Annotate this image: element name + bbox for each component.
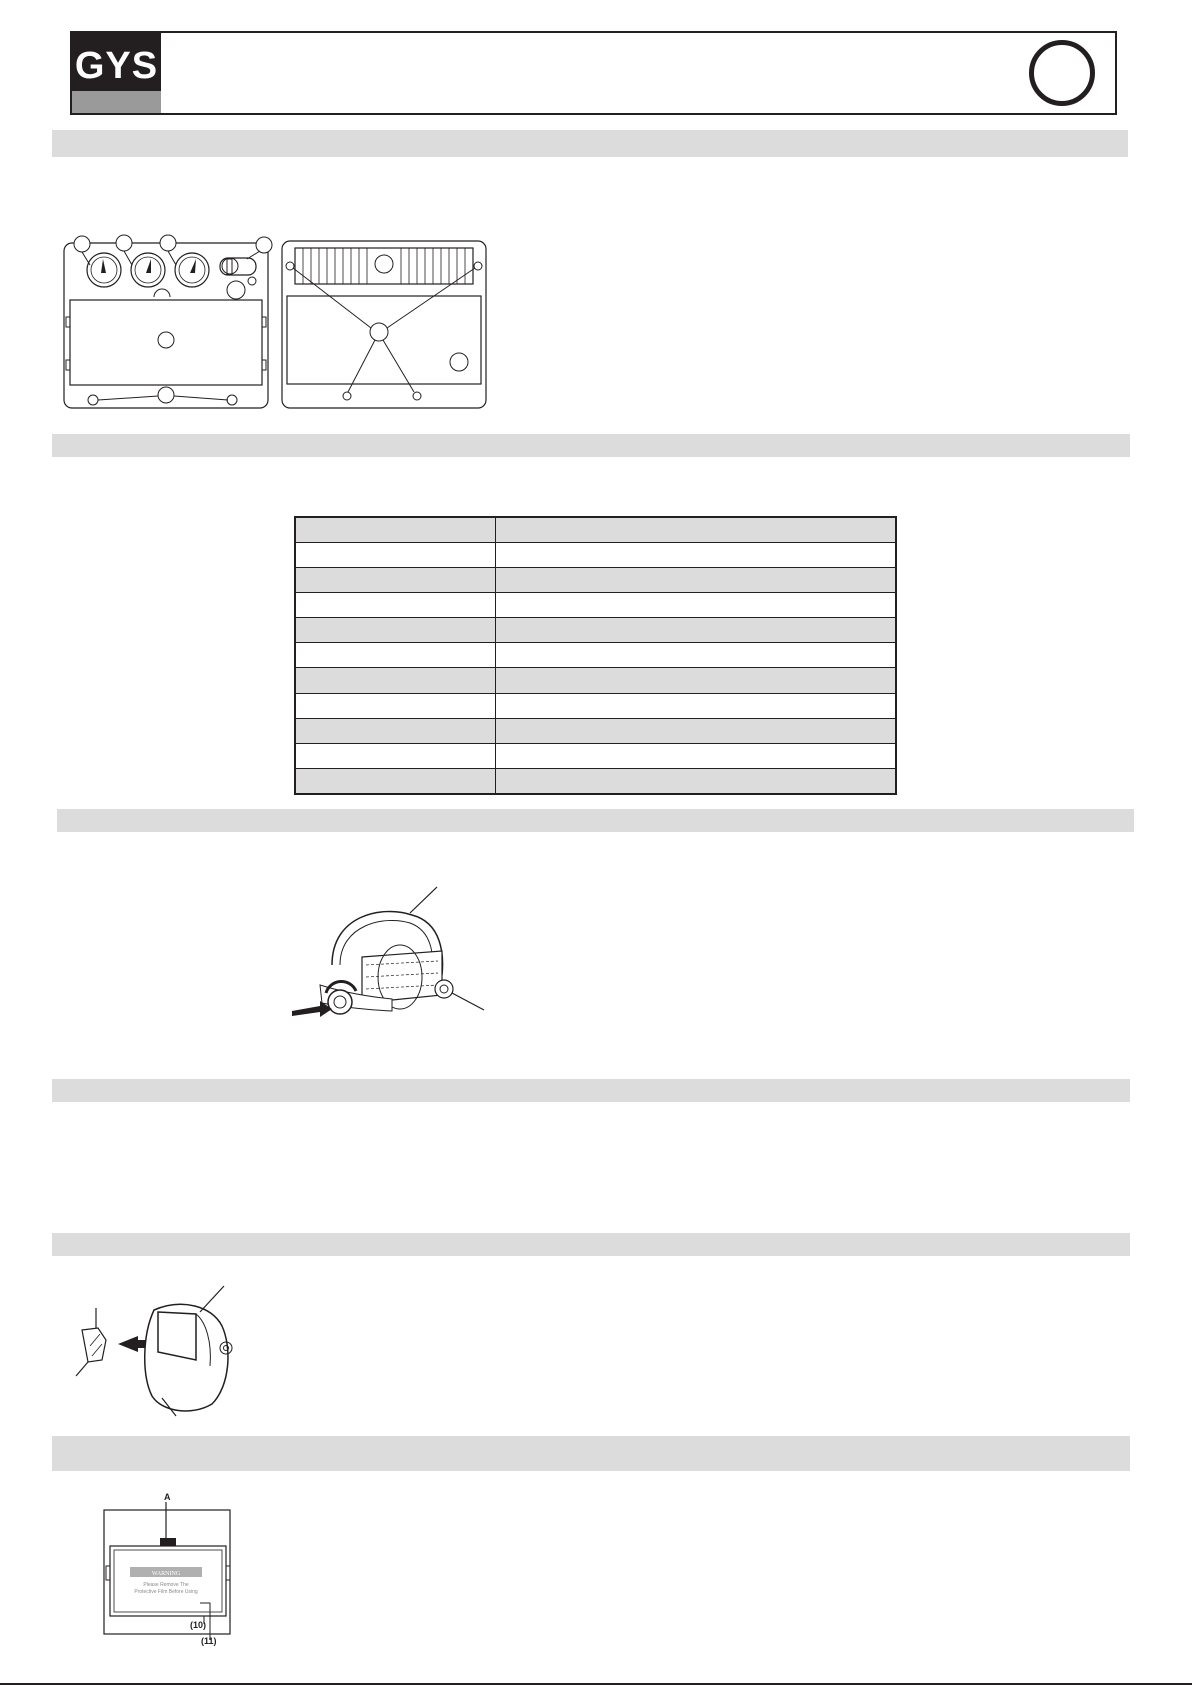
language-badge-circle — [1029, 40, 1095, 106]
replacement-panel-diagram — [100, 1490, 250, 1650]
table-cell — [295, 768, 496, 794]
table-row — [295, 668, 896, 693]
table-cell — [496, 718, 897, 743]
section-band-4 — [52, 1079, 1130, 1102]
table-cell — [295, 593, 496, 618]
warning-line-2: Protective Film Before Using — [134, 1589, 198, 1595]
table-row — [295, 643, 896, 668]
table-row — [295, 718, 896, 743]
table-cell — [496, 543, 897, 568]
table-cell — [295, 743, 496, 768]
section-band-2 — [52, 434, 1130, 457]
table-cell — [295, 517, 496, 543]
table-cell — [496, 517, 897, 543]
section-band-1 — [52, 130, 1128, 157]
table-cell — [295, 693, 496, 718]
table-row — [295, 693, 896, 718]
label-11: (11) — [201, 1636, 217, 1646]
table-cell — [496, 618, 897, 643]
section-band-6 — [52, 1436, 1130, 1471]
table-row — [295, 517, 896, 543]
table-cell — [295, 643, 496, 668]
table-row — [295, 743, 896, 768]
table-row — [295, 768, 896, 794]
table-cell — [295, 668, 496, 693]
table-cell — [496, 568, 897, 593]
cartridge-front-diagram — [62, 235, 270, 410]
table-cell — [496, 768, 897, 794]
table-cell — [496, 743, 897, 768]
helmet-lens-diagram — [72, 1286, 242, 1418]
spec-table — [294, 516, 897, 795]
table-row — [295, 543, 896, 568]
page-header — [70, 31, 1117, 115]
cartridge-back-diagram — [281, 240, 487, 410]
knob-3-icon — [175, 253, 209, 287]
brand-logo-underbar — [72, 91, 161, 113]
table-cell — [295, 543, 496, 568]
brand-logo — [72, 33, 161, 113]
table-cell — [295, 568, 496, 593]
knob-2-icon — [131, 253, 165, 287]
table-row — [295, 568, 896, 593]
brand-logo-text: GYS — [74, 45, 159, 87]
section-band-5 — [52, 1233, 1130, 1256]
warning-title: WARNING — [151, 1571, 181, 1577]
table-cell — [295, 718, 496, 743]
table-row — [295, 618, 896, 643]
table-cell — [295, 618, 496, 643]
section-band-3 — [57, 809, 1134, 832]
label-10: (10) — [190, 1620, 207, 1630]
table-cell — [496, 643, 897, 668]
label-a: A — [164, 1492, 171, 1502]
table-cell — [496, 593, 897, 618]
table-row — [295, 593, 896, 618]
table-cell — [496, 693, 897, 718]
knob-1-icon — [87, 253, 121, 287]
warning-line-1: Please Remove The — [143, 1582, 189, 1588]
headgear-diagram — [292, 885, 492, 1025]
table-cell — [496, 668, 897, 693]
